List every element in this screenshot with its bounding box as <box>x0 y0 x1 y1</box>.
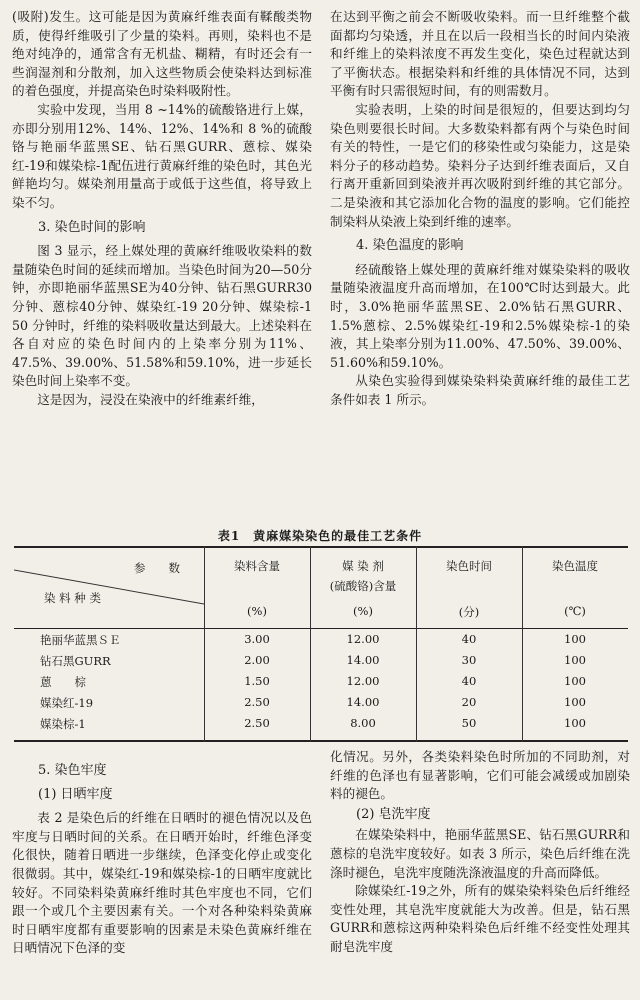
table-row-label: 媒染红-19 <box>40 696 94 710</box>
table-diagonal-line <box>14 546 204 628</box>
table-cell: 100 <box>564 695 586 709</box>
table-diag-top-label: 参 数 <box>134 561 180 575</box>
column-unit: (%) <box>247 604 267 618</box>
column-unit: (℃) <box>564 604 586 618</box>
table-header-rule <box>14 628 628 629</box>
table-cell: 8.00 <box>350 716 376 730</box>
subsection-heading: (2) 皂洗牢度 <box>356 806 431 822</box>
table-cell: 14.00 <box>346 695 380 709</box>
paragraph: 经硫酸铬上媒处理的黄麻纤维对媒染染料的吸收量随染液温度升高而增加，在100℃时达到最大。此时，3.0%艳丽华蓝黑SE、2.0%钻石黑GURR、1.5%蒽棕、2.5%媒染红-19和2.5%媒染棕-1的染液，其上染率分别为11.00%、47.50%、39.00%、51.60%和59.10%。 <box>330 261 630 370</box>
table-title: 表1 黄麻媒染染色的最佳工艺条件 <box>217 529 423 543</box>
column-header: 媒 染 剂 <box>342 559 384 573</box>
table-bottom-rule <box>14 740 628 742</box>
table-cell: 40 <box>461 674 477 688</box>
column-subheader: (硫酸铬)含量 <box>329 579 397 593</box>
section-heading: 3. 染色时间的影响 <box>38 219 146 235</box>
paragraph: 化情况。另外，各类染料染色时所加的不同助剂，对纤维的色泽也有显著影响，它们可能会减缓或加剧染料的褪色。 <box>330 749 630 802</box>
column-top-right <box>330 8 630 409</box>
table-row-label: 艳丽华蓝黑ＳＥ <box>40 633 121 647</box>
table-row-label: 媒染棕-1 <box>40 717 86 731</box>
table-cell: 100 <box>564 674 586 688</box>
process-table <box>14 546 628 742</box>
table-cell: 2.00 <box>244 653 270 667</box>
paragraph: 在媒染染料中，艳丽华蓝黑SE、钻石黑GURR和蒽棕的皂洗牢度较好。如表 3 所示，染色后纤维在洗涤时褪色，皂洗牢度随洗涤液温度的升高而降低。 <box>330 827 630 880</box>
paragraph: 在达到平衡之前会不断吸收染料。而一旦纤维整个截面都均匀染透，并且在以后一段相当长的时间内染液和纤维上的染料浓度不再发生变化，染色过程就达到了平衡状态。根据染料和纤维的具体情况不同，达到平衡有时只需很短时间，有的则需数月。 <box>330 9 630 99</box>
paragraph: (吸附)发生。这可能是因为黄麻纤维表面有鞣酸类物质，使得纤维吸引了少量的染料。再则，染料也不是绝对纯净的，通常含有无机盐、糊精，有时还会有一些润湿剂和分散剂，加入这些物质会使染料达到标准的着色强度，并提高染色时染料吸附性。 <box>12 9 312 99</box>
table-cell: 30 <box>461 653 477 667</box>
table-cell: 2.50 <box>244 716 270 730</box>
subsection-heading: (1) 日晒牢度 <box>38 786 113 802</box>
table-row-label: 蒽 棕 <box>40 675 86 689</box>
table-cell: 2.50 <box>244 695 270 709</box>
paragraph: 图 3 显示，经上媒处理的黄麻纤维吸收染料的数量随染色时间的延续而增加。当染色时间为20—50分钟，亦即艳丽华蓝黑SE为40分钟、钻石黑GURR30分钟、蒽棕40分钟、媒染红-19 20分钟、媒染棕-1 50 分钟时，纤维的染料吸收量达到最大。上述染料在各自对应的染色时间内的上染率分别为11%、47.5%、39.00%、51.58%和59.10%，进一步延长染色时间上染率不变。 <box>12 243 312 389</box>
table-cell: 3.00 <box>244 632 270 646</box>
paragraph: 表 2 是染色后的纤维在日晒时的褪色情况以及色牢度与日晒时间的关系。在日晒开始时，纤维色泽变化很快，随着日晒进一步继续，色泽变化停止或变化很微弱。其中，媒染红-19和媒染棕-1的日晒牢度就比较好。不同染料染黄麻纤维时其色牢度也不同，它们跟一个或几个主要因素有关。一个对各种染料染黄麻时日晒牢度都有重要影响的因素是未染色黄麻纤维在日晒情况下色泽的变 <box>12 810 312 956</box>
section-heading: 5. 染色牢度 <box>38 763 107 778</box>
column-bottom-right <box>330 748 630 957</box>
table-cell: 12.00 <box>346 632 380 646</box>
paragraph: 从染色实验得到媒染染料染黄麻纤维的最佳工艺条件如表 1 所示。 <box>330 373 630 407</box>
table-diag-bottom-label: 染 料 种 类 <box>44 591 101 605</box>
table-cell: 14.00 <box>346 653 380 667</box>
column-top-left <box>12 8 312 409</box>
table-cell: 20 <box>461 695 477 709</box>
paragraph: 实验中发现，当用 8 ~14%的硫酸铬进行上媒，亦即分别用12%、14%、12%、14%和 8 %的硫酸铬与艳丽华蓝黑SE、钻石黑GURR、蒽棕、媒染红-19和媒染棕-1配伍进行黄麻纤维的染色时，其色光鲜艳均匀。媒染剂用量高于或低于这些值，将导致上染不匀。 <box>12 101 312 210</box>
table-cell: 50 <box>461 716 477 730</box>
paragraph: 这是因为，浸没在染液中的纤维素纤维， <box>37 391 264 407</box>
column-header: 染色时间 <box>446 559 492 573</box>
paragraph: 除媒染红-19之外，所有的媒染染料染色后纤维经变性处理，其皂洗牢度就能大为改善。但是，钻石黑GURR和蒽棕这两种染料染色后纤维不经变性处理其耐皂洗牢度 <box>330 883 630 954</box>
column-unit: (%) <box>353 604 373 618</box>
table-cell: 100 <box>564 632 586 646</box>
table-cell: 100 <box>564 716 586 730</box>
section-heading: 4. 染色温度的影响 <box>356 238 464 254</box>
table-row-label: 钻石黑GURR <box>40 654 111 668</box>
table-cell: 12.00 <box>346 674 380 688</box>
column-bottom-left <box>12 748 312 958</box>
column-header: 染色温度 <box>552 559 598 573</box>
paragraph: 实验表明，上染的时间是很短的，但要达到均匀染色则要很长时间。大多数染料都有两个与染色时间有关的特性，一是它们的移染性或匀染能力，这是染料分子的移动趋势。染料分子达到纤维表面后，又自行离开重新回到染液并再次吸附到纤维的其它部分。二是染液和其它添加化合物的温度的影响。它们能控制染料从染液上染到纤维的速率。 <box>330 101 630 229</box>
table-cell: 100 <box>564 653 586 667</box>
column-unit: (分) <box>458 605 480 619</box>
table-cell: 40 <box>461 632 477 646</box>
table-cell: 1.50 <box>244 674 270 688</box>
column-header: 染料含量 <box>234 559 280 573</box>
